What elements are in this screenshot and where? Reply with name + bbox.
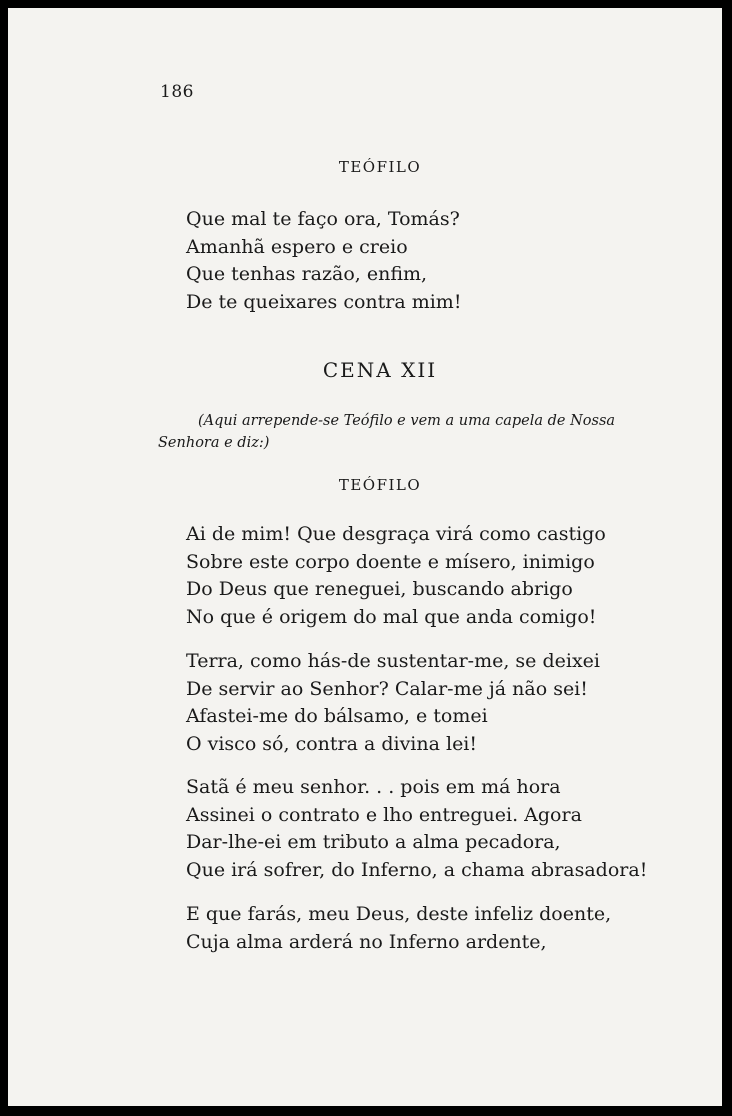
stanza — [186, 901, 611, 956]
verse-line: De servir ao Senhor? Calar-me já não sei! — [186, 677, 588, 700]
verse-line: Cuja alma arderá no Inferno ardente, — [186, 930, 547, 953]
verse-line: Assinei o contrato e lho entreguei. Agora — [186, 803, 582, 826]
verse-line: Que mal te faço ora, Tomás? — [186, 208, 460, 230]
speaker-name: TEÓFILO — [338, 476, 422, 494]
stanza — [186, 206, 461, 316]
verse-line: De te queixares contra mim! — [186, 290, 462, 313]
stanza — [186, 648, 600, 758]
verse-line: Satã é meu senhor. . . pois em má hora — [186, 776, 561, 798]
stanza — [186, 521, 606, 631]
verse-line: Do Deus que reneguei, buscando abrigo — [186, 578, 573, 600]
verse-line: Que tenhas razão, enfim, — [186, 263, 428, 285]
page-number: 186 — [160, 82, 194, 102]
verse-line: O visco só, contra a divina lei! — [186, 732, 478, 755]
verse-line: E que farás, meu Deus, deste infeliz doente, — [186, 903, 612, 925]
verse-line: Dar-lhe-ei em tributo a alma pecadora, — [186, 831, 561, 853]
speaker-name: TEÓFILO — [338, 158, 422, 176]
stanza — [186, 774, 647, 884]
stage-direction: (Aqui arrepende-se Teófilo e vem a uma capela de Nossa Senhora e diz:) — [158, 413, 616, 451]
verse-line: Sobre este corpo doente e mísero, inimigo — [186, 550, 595, 573]
verse-line: Amanhã espero e creio — [186, 235, 408, 258]
scene-title: CENA XII — [322, 358, 438, 382]
verse-line: Terra, como hás-de sustentar-me, se deixei — [186, 650, 600, 672]
verse-line: Afastei-me do bálsamo, e tomei — [186, 705, 488, 727]
verse-line: Ai de mim! Que desgraça virá como castigo — [186, 523, 606, 545]
verse-line: No que é origem do mal que anda comigo! — [186, 605, 597, 628]
verse-line: Que irá sofrer, do Inferno, a chama abrasadora! — [186, 858, 648, 881]
book-page — [8, 8, 722, 1106]
